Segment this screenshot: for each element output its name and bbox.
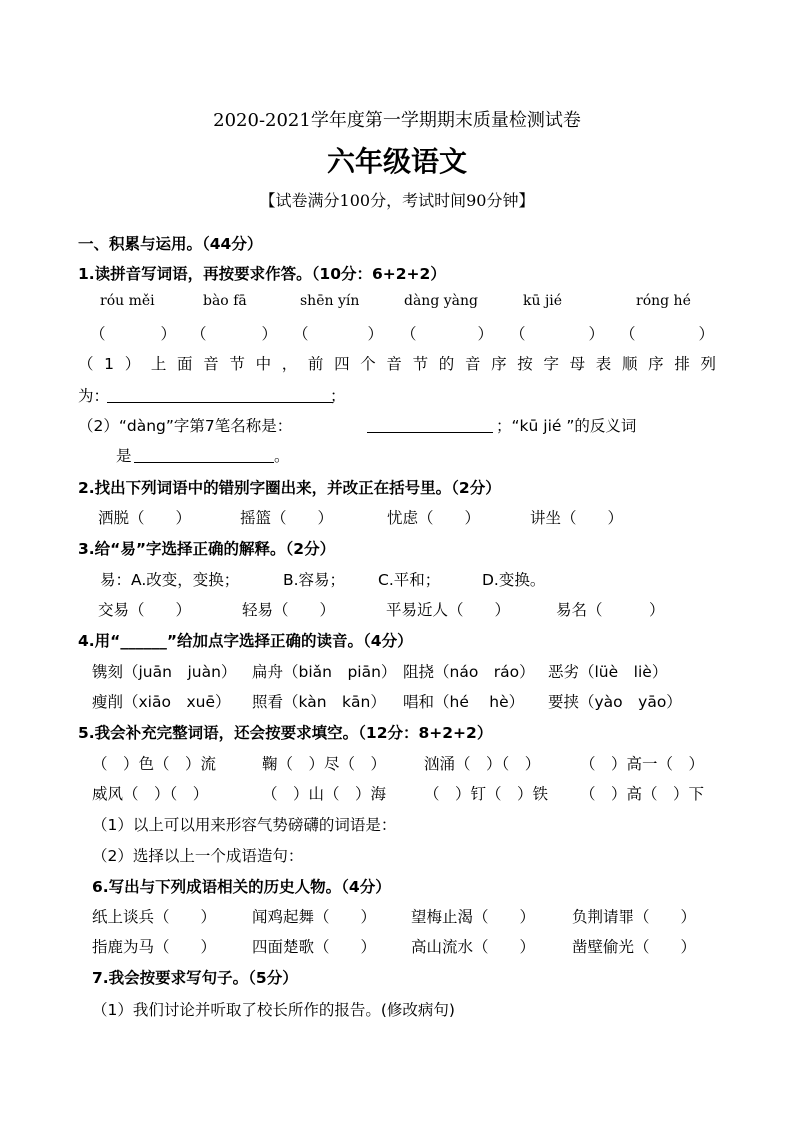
idiom-person: 负荆请罪（ ） xyxy=(572,908,697,926)
word-item: 易名（ ） xyxy=(556,601,665,619)
idiom-person: 四面楚歌（ ） xyxy=(252,938,377,956)
answer-line[interactable] xyxy=(134,462,274,463)
question-4-title: 4.用“______”给加点字选择正确的读音。（4分） xyxy=(78,632,413,650)
idiom-fill: （ ）钉（ ）铁 xyxy=(424,785,549,803)
exam-title: 2020-2021学年度第一学期期末质量检测试卷 xyxy=(213,110,581,131)
question-3-title: 3.给“易”字选择正确的解释。（2分） xyxy=(78,540,336,558)
answer-line[interactable] xyxy=(367,432,493,433)
reading-item: 镌刻（juān juàn） xyxy=(92,663,237,681)
reading-item: 要挟（yào yāo） xyxy=(548,693,682,711)
reading-item: 阻挠（náo ráo） xyxy=(403,663,535,681)
idiom-person: 望梅止渴（ ） xyxy=(411,908,536,926)
q1-sub1-line1: （1）上面音节中，前四个音节的音序按字母表顺序排列 xyxy=(78,355,718,373)
idiom-person: 闻鸡起舞（ ） xyxy=(252,908,377,926)
idiom-fill: 威风（ ）（ ） xyxy=(92,785,209,803)
q1-sub1-end: ； xyxy=(330,387,346,405)
idiom-person: 高山流水（ ） xyxy=(411,938,536,956)
word-item: 平易近人（ ） xyxy=(386,601,511,619)
question-5-title: 5.我会补充完整词语，还会按要求填空。（12分：8+2+2） xyxy=(78,724,493,742)
q7-sub1: （1）我们讨论并听取了校长所作的报告。(修改病句) xyxy=(92,1001,455,1019)
word-item: 摇篮（ ） xyxy=(240,509,334,527)
reading-item: 恶劣（lüè liè） xyxy=(548,663,668,681)
word-item: 忧虑（ ） xyxy=(387,509,481,527)
reading-item: 照看（kàn kān） xyxy=(252,693,386,711)
pinyin-6: róng hé xyxy=(636,293,691,309)
idiom-fill: （ ）色（ ）流 xyxy=(92,755,217,773)
pinyin-5: kū jié xyxy=(523,293,563,309)
answer-box-4[interactable]: （ ） xyxy=(401,325,493,343)
question-1-title: 1.读拼音写词语，再按要求作答。（10分：6+2+2） xyxy=(78,265,446,283)
answer-box-2[interactable]: （ ） xyxy=(191,325,277,343)
word-item: 交易（ ） xyxy=(98,601,192,619)
answer-line[interactable] xyxy=(107,402,333,403)
pinyin-3: shēn yín xyxy=(300,293,360,309)
q5-sub2: （2）选择以上一个成语造句： xyxy=(92,847,304,865)
option: D.变换。 xyxy=(482,571,546,589)
q1-sub2-a: （2）“dàng”字第7笔名称是： xyxy=(78,417,293,435)
q5-sub1: （1）以上可以用来形容气势磅礴的词语是： xyxy=(92,816,397,834)
answer-box-6[interactable]: （ ） xyxy=(620,325,714,343)
word-item: 洒脱（ ） xyxy=(98,509,192,527)
answer-box-3[interactable]: （ ） xyxy=(293,325,383,343)
pinyin-4: dàng yàng xyxy=(404,293,478,309)
question-7-title: 7.我会按要求写句子。（5分） xyxy=(92,969,298,987)
answer-box-1[interactable]: （ ） xyxy=(90,325,176,343)
question-2-title: 2.找出下列词语中的错别字圈出来，并改正在括号里。（2分） xyxy=(78,479,501,497)
section-title: 一、积累与运用。（44分） xyxy=(78,235,263,253)
idiom-person: 纸上谈兵（ ） xyxy=(92,908,217,926)
q1-sub2-end: 。 xyxy=(274,447,290,465)
option: C.平和； xyxy=(378,571,441,589)
word-item: 讲坐（ ） xyxy=(530,509,624,527)
answer-box-5[interactable]: （ ） xyxy=(510,325,604,343)
reading-item: 扁舟（biǎn piān） xyxy=(252,663,397,681)
word-item: 轻易（ ） xyxy=(242,601,336,619)
question-6-title: 6.写出与下列成语相关的历史人物。（4分） xyxy=(92,878,391,896)
idiom-person: 凿壁偷光（ ） xyxy=(572,938,697,956)
reading-item: 唱和（hé hè） xyxy=(403,693,525,711)
idiom-fill: （ ）山（ ）海 xyxy=(262,785,387,803)
q1-sub1-line2: 为： xyxy=(78,387,110,405)
option: 易：A.改变，变换； xyxy=(100,571,240,589)
pinyin-2: bào fā xyxy=(203,293,247,309)
subject-title: 六年级语文 xyxy=(326,145,467,178)
idiom-fill: （ ）高一（ ） xyxy=(580,755,705,773)
exam-info: 【试卷满分100分，考试时间90分钟】 xyxy=(259,191,535,210)
pinyin-1: róu měi xyxy=(100,293,155,309)
idiom-fill: （ ）高（ ）下 xyxy=(580,785,705,803)
q1-sub2-b: ；“kū jié ”的反义词 xyxy=(496,417,637,435)
idiom-fill: 鞠（ ）尽（ ） xyxy=(262,755,387,773)
idiom-fill: 汹涌（ ）（ ） xyxy=(424,755,541,773)
q1-sub2-c: 是 xyxy=(116,447,132,465)
idiom-person: 指鹿为马（ ） xyxy=(92,938,217,956)
option: B.容易； xyxy=(283,571,346,589)
reading-item: 瘦削（xiāo xuē） xyxy=(92,693,231,711)
